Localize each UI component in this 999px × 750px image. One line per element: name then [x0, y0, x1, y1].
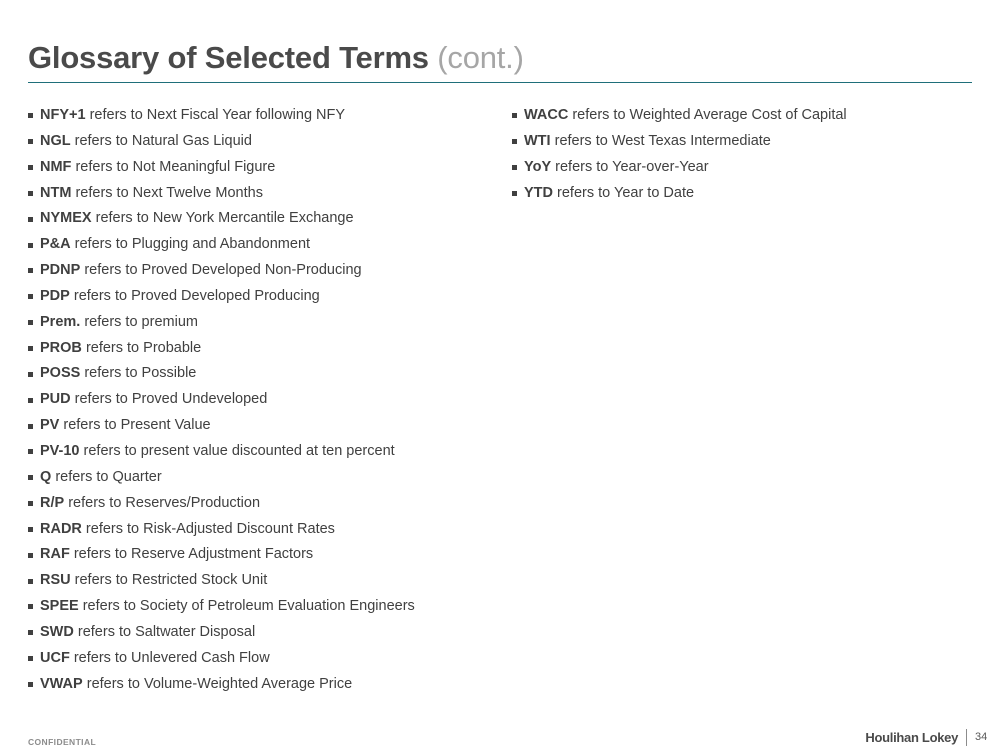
glossary-definition: refers to premium: [84, 313, 198, 330]
brand-logo: Houlihan Lokey: [865, 730, 958, 745]
glossary-definition: refers to Not Meaningful Figure: [75, 158, 276, 175]
square-bullet-icon: [28, 139, 33, 144]
glossary-definition: refers to Proved Developed Producing: [73, 287, 320, 304]
glossary-definition: refers to present value discounted at ten percent: [83, 442, 395, 459]
square-bullet-icon: [28, 346, 33, 351]
square-bullet-icon: [512, 191, 517, 196]
glossary-term: SWD: [40, 623, 74, 640]
glossary-definition: refers to Proved Developed Non-Producing: [84, 262, 362, 279]
glossary-item: [28, 387, 415, 413]
glossary-definition: refers to Next Twelve Months: [75, 184, 263, 201]
glossary-item: [28, 620, 415, 646]
glossary-definition: refers to Present Value: [63, 417, 211, 434]
glossary-term: PUD: [40, 391, 71, 408]
glossary-term: YoY: [524, 158, 552, 175]
square-bullet-icon: [28, 268, 33, 273]
glossary-term: NGL: [40, 132, 71, 149]
square-bullet-icon: [28, 630, 33, 635]
glossary-item: [28, 517, 415, 543]
square-bullet-icon: [28, 527, 33, 532]
glossary-definition: refers to West Texas Intermediate: [554, 132, 771, 149]
glossary-definition: refers to Year to Date: [557, 184, 695, 201]
glossary-definition: refers to Probable: [85, 339, 202, 356]
glossary-item: [28, 594, 415, 620]
square-bullet-icon: [28, 217, 33, 222]
glossary-definition: refers to Saltwater Disposal: [77, 623, 256, 640]
glossary-item: [28, 129, 415, 155]
square-bullet-icon: [28, 656, 33, 661]
page-number: 34: [975, 731, 988, 743]
glossary-term: WTI: [524, 132, 551, 149]
square-bullet-icon: [28, 449, 33, 454]
square-bullet-icon: [512, 113, 517, 118]
glossary-definition: refers to Reserve Adjustment Factors: [73, 546, 314, 563]
page-title-text: Glossary of Selected Terms: [28, 40, 429, 75]
glossary-item: [28, 181, 415, 207]
page-title: [28, 40, 524, 76]
glossary-item: [28, 646, 415, 672]
glossary-term: Prem.: [40, 313, 81, 330]
glossary-term: RAF: [40, 546, 70, 563]
glossary-term: NTM: [40, 184, 72, 201]
square-bullet-icon: [28, 372, 33, 377]
square-bullet-icon: [28, 294, 33, 299]
glossary-term: YTD: [524, 184, 553, 201]
glossary-definition: refers to Unlevered Cash Flow: [73, 649, 270, 666]
glossary-item: [28, 465, 415, 491]
glossary-definition: refers to Possible: [84, 365, 197, 382]
square-bullet-icon: [28, 579, 33, 584]
square-bullet-icon: [28, 424, 33, 429]
glossary-item: [28, 155, 415, 181]
confidential-label: CONFIDENTIAL: [28, 737, 97, 747]
glossary-definition: refers to Next Fiscal Year following NFY: [89, 107, 346, 123]
glossary-term: PDNP: [40, 262, 81, 279]
square-bullet-icon: [28, 113, 33, 118]
glossary-term: RSU: [40, 572, 71, 589]
glossary-term: POSS: [40, 365, 81, 382]
glossary-term: SPEE: [40, 598, 79, 615]
glossary-item: [512, 181, 847, 207]
square-bullet-icon: [28, 398, 33, 403]
glossary-term: P&A: [40, 236, 71, 253]
glossary-term: PV: [40, 417, 60, 434]
glossary-item: [28, 672, 415, 698]
page-title-suffix: (cont.): [437, 40, 524, 75]
glossary-term: PV-10: [40, 442, 80, 459]
glossary-term: PROB: [40, 339, 82, 356]
glossary-column-left: [28, 103, 415, 697]
glossary-item: [28, 542, 415, 568]
square-bullet-icon: [512, 165, 517, 170]
square-bullet-icon: [28, 165, 33, 170]
glossary-item: [28, 413, 415, 439]
glossary-definition: refers to Society of Petroleum Evaluation Engineers: [82, 598, 415, 615]
square-bullet-icon: [28, 501, 33, 506]
glossary-item: [28, 491, 415, 517]
glossary-item: [28, 361, 415, 387]
glossary-definition: refers to Plugging and Abandonment: [74, 236, 311, 253]
glossary-definition: refers to Reserves/Production: [68, 494, 261, 511]
square-bullet-icon: [28, 243, 33, 248]
glossary-item: [512, 129, 847, 155]
glossary-item: [28, 439, 415, 465]
square-bullet-icon: [28, 475, 33, 480]
glossary-term: R/P: [40, 494, 65, 511]
glossary-column-right: [512, 103, 847, 206]
glossary-definition: refers to Proved Undeveloped: [74, 391, 268, 408]
glossary-item: [28, 232, 415, 258]
glossary-term: NMF: [40, 158, 72, 175]
glossary-item: [28, 310, 415, 336]
glossary-definition: refers to New York Mercantile Exchange: [95, 210, 354, 227]
glossary-definition: refers to Year-over-Year: [555, 158, 709, 175]
glossary-item: [28, 258, 415, 284]
square-bullet-icon: [28, 604, 33, 609]
glossary-term: VWAP: [40, 675, 83, 692]
glossary-definition: refers to Risk-Adjusted Discount Rates: [85, 520, 335, 537]
glossary-item: [28, 103, 415, 129]
glossary-definition: refers to Volume-Weighted Average Price: [86, 675, 353, 692]
square-bullet-icon: [28, 320, 33, 325]
glossary-item: [512, 155, 847, 181]
glossary-item: [28, 568, 415, 594]
square-bullet-icon: [28, 553, 33, 558]
glossary-item: [28, 336, 415, 362]
glossary-definition: refers to Natural Gas Liquid: [74, 132, 252, 149]
square-bullet-icon: [28, 682, 33, 687]
glossary-term: RADR: [40, 520, 82, 537]
glossary-definition: refers to Quarter: [55, 468, 162, 485]
glossary-definition: refers to Weighted Average Cost of Capital: [572, 107, 847, 123]
glossary-term: PDP: [40, 287, 70, 304]
glossary-term: NFY+1: [40, 107, 86, 123]
footer-divider: [966, 729, 967, 746]
glossary-term: Q: [40, 468, 52, 485]
glossary-item: [512, 103, 847, 129]
glossary-item: [28, 206, 415, 232]
glossary-term: NYMEX: [40, 210, 92, 227]
glossary-item: [28, 284, 415, 310]
glossary-term: UCF: [40, 649, 70, 666]
square-bullet-icon: [512, 139, 517, 144]
square-bullet-icon: [28, 191, 33, 196]
title-divider: [28, 82, 972, 83]
glossary-term: WACC: [524, 107, 569, 123]
glossary-definition: refers to Restricted Stock Unit: [74, 572, 268, 589]
